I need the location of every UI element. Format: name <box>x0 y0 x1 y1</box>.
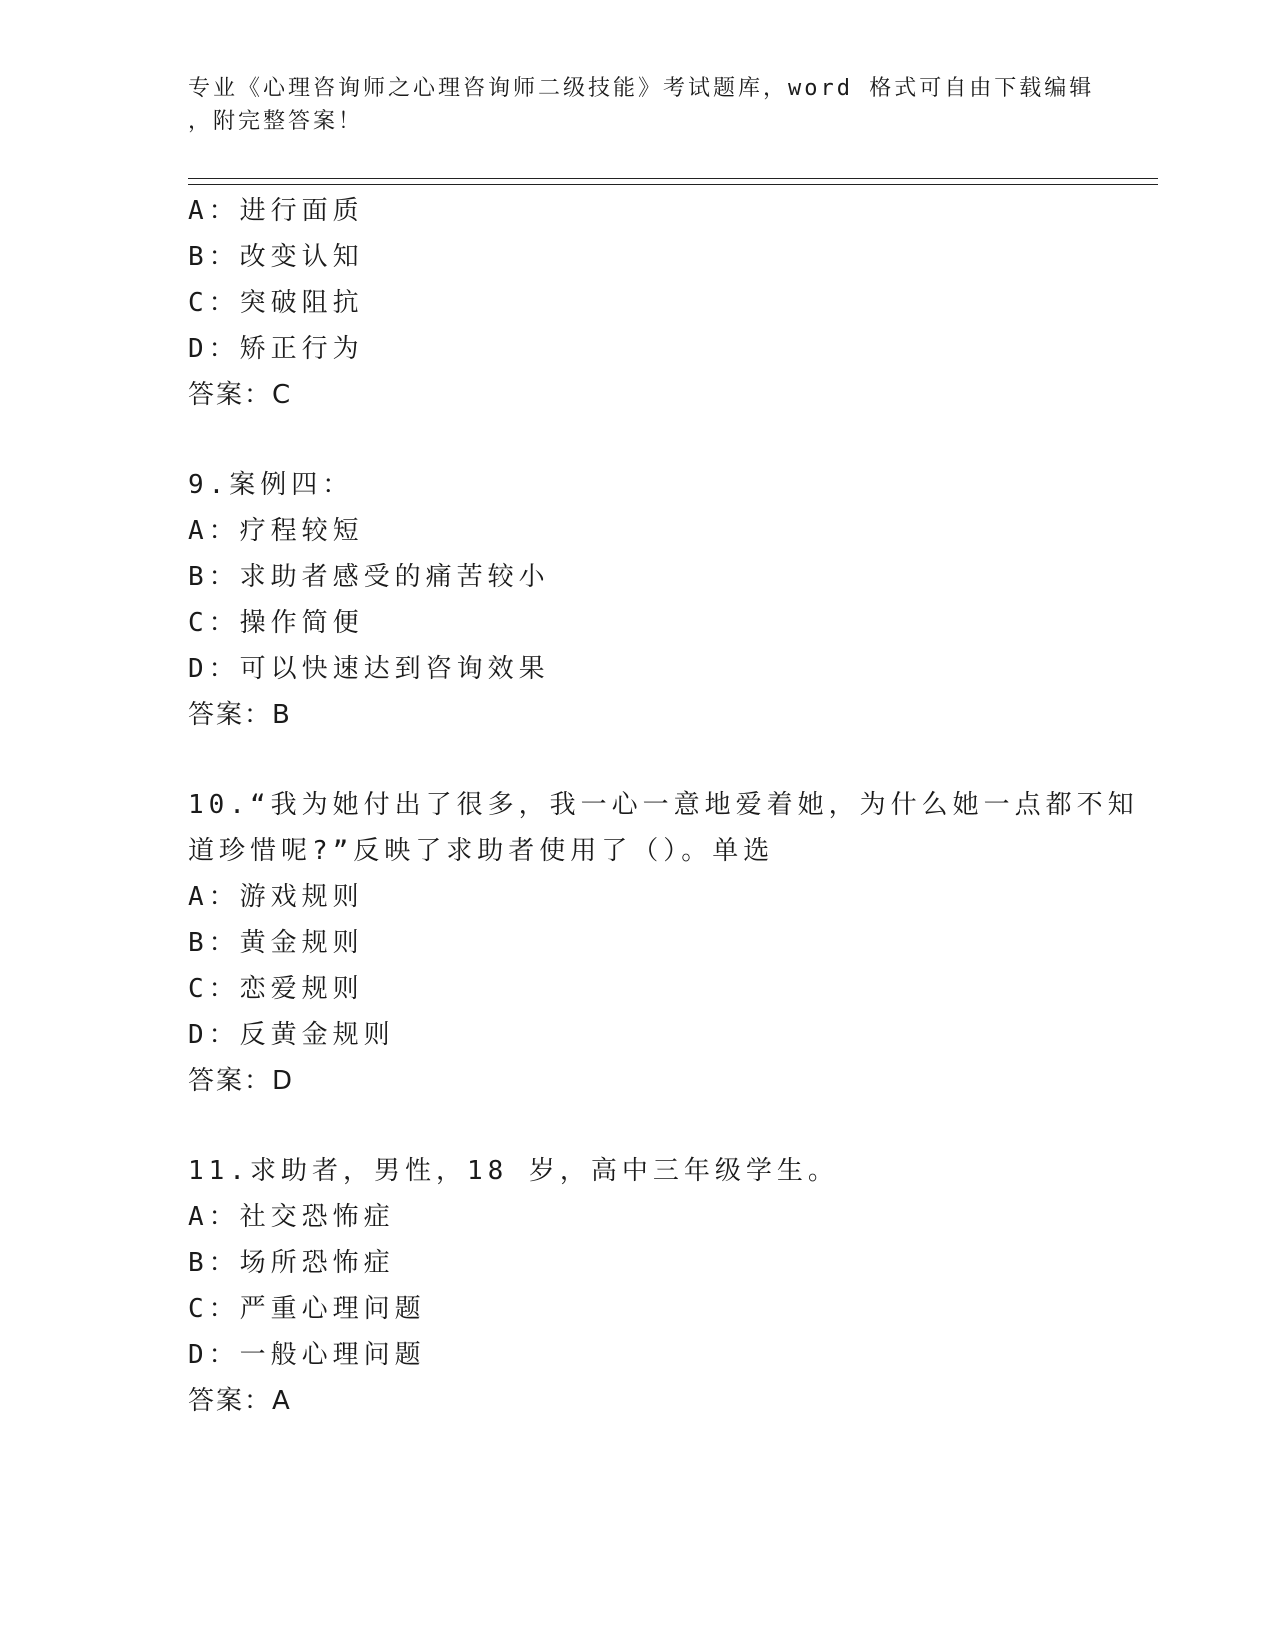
spacer <box>188 418 1148 462</box>
header-line-1: 专业《心理咨询师之心理咨询师二级技能》考试题库，word 格式可自由下载编辑 <box>188 76 1095 101</box>
question-stem-line-2: 道珍惜呢?”反映了求助者使用了（）。单选 <box>188 836 775 866</box>
question-stem: 9.案例四： <box>188 470 354 500</box>
option-b: B：求助者感受的痛苦较小 <box>188 562 550 592</box>
header-divider <box>188 178 1158 185</box>
answer-label: 答案：C <box>188 380 293 410</box>
option-d: D：一般心理问题 <box>188 1340 426 1370</box>
option-d: D：矫正行为 <box>188 334 364 364</box>
question-list <box>188 188 1148 1424</box>
option-d: D：反黄金规则 <box>188 1020 395 1050</box>
option-a: A：进行面质 <box>188 196 364 226</box>
question-9 <box>188 462 1148 738</box>
option-b: B：黄金规则 <box>188 928 364 958</box>
question-stem: 11.求助者，男性，18 岁，高中三年级学生。 <box>188 1156 839 1186</box>
question-10 <box>188 782 1148 1104</box>
answer-label: 答案：A <box>188 1386 292 1416</box>
option-c: C：操作简便 <box>188 608 364 638</box>
option-a: A：疗程较短 <box>188 516 364 546</box>
option-a: A：游戏规则 <box>188 882 364 912</box>
option-c: C：严重心理问题 <box>188 1294 426 1324</box>
answer-label: 答案：D <box>188 1066 295 1096</box>
answer-label: 答案：B <box>188 700 292 730</box>
question-11 <box>188 1148 1148 1424</box>
spacer <box>188 738 1148 782</box>
header-line-2: ，附完整答案！ <box>188 109 364 134</box>
option-c: C：恋爱规则 <box>188 974 364 1004</box>
option-c: C：突破阻抗 <box>188 288 364 318</box>
option-d: D：可以快速达到咨询效果 <box>188 654 550 684</box>
option-b: B：改变认知 <box>188 242 364 272</box>
question-8 <box>188 188 1148 418</box>
option-a: A：社交恐怖症 <box>188 1202 395 1232</box>
spacer <box>188 1104 1148 1148</box>
document-header <box>188 72 1095 138</box>
option-b: B：场所恐怖症 <box>188 1248 395 1278</box>
question-stem-line-1: 10.“我为她付出了很多，我一心一意地爱着她，为什么她一点都不知 <box>188 790 1139 820</box>
